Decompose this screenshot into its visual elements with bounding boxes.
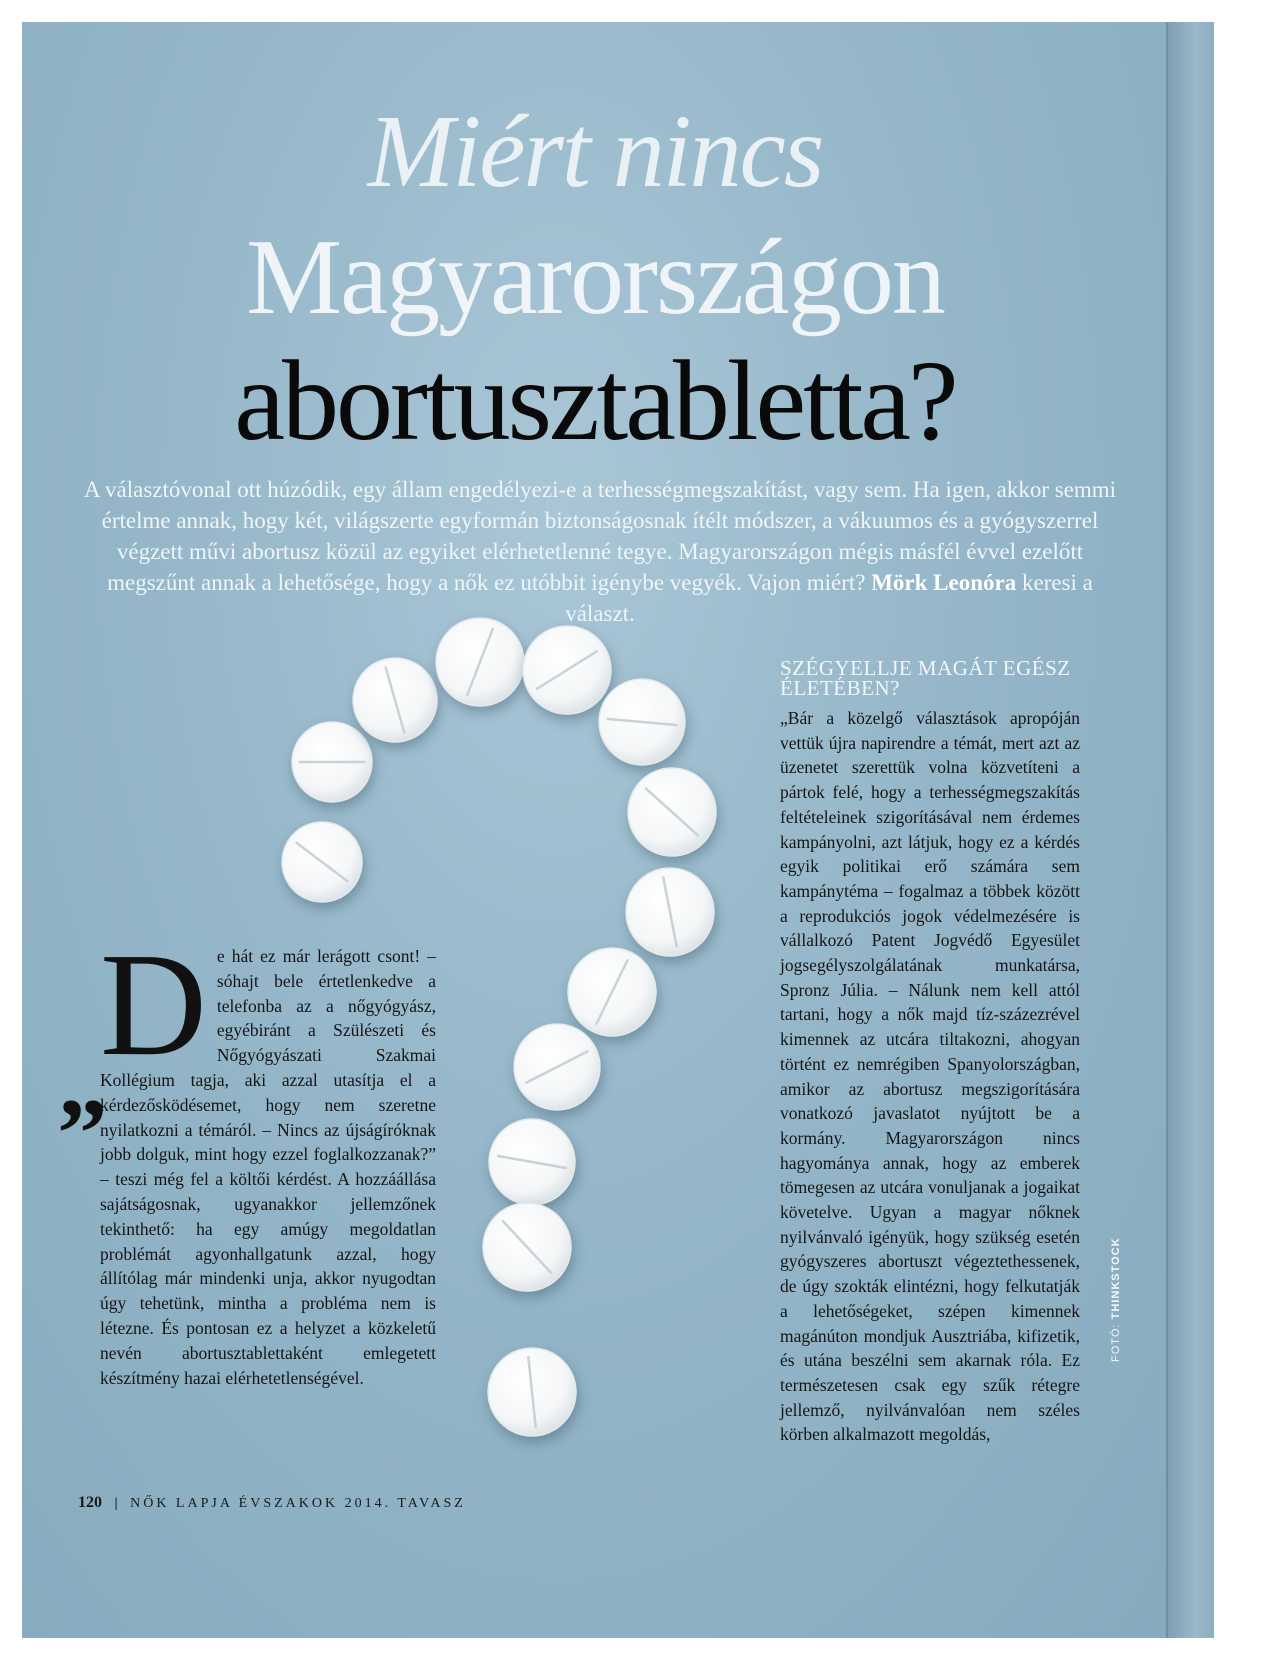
photo-credit-source: THINKSTOCK	[1110, 1237, 1122, 1320]
pill	[483, 1203, 571, 1291]
lead-text: A választóvonal ott húzódik, egy állam engedélyezi-e a terhességmegszakítást, vagy sem. Ha igen, akkor semmi értelme annak, hogy két, világszerte egyformán biztonságosnak ítélt módszer, a vákuumos és a gyógyszerrel végzett művi abortusz közül az egyiket elérhetetlenné tegye. Magyarországon mégis másfél évvel ezelőtt megszűnt annak a lehetősége, hogy a nők ez utóbbit igénybe vegyék. Vajon miért?	[83, 477, 1117, 595]
pill	[282, 822, 362, 902]
magazine-page	[22, 22, 1214, 1638]
pill	[488, 1348, 576, 1436]
lead-author-suffix: keresi a választ.	[565, 570, 1093, 626]
title-line-3: abortusztabletta?	[234, 337, 956, 464]
title-line-1: Miért nincs	[367, 94, 823, 209]
drop-cap: D	[100, 923, 207, 1087]
pill	[436, 618, 524, 706]
pill	[353, 658, 437, 742]
pill	[568, 948, 656, 1036]
pill	[628, 768, 716, 856]
quote-mark: „	[58, 1026, 108, 1137]
pill	[599, 679, 685, 765]
right-column	[780, 658, 1080, 1447]
pill	[626, 868, 714, 956]
pill	[514, 1024, 600, 1110]
pill	[523, 626, 611, 714]
lead-author: Mörk Leonóra	[871, 570, 1017, 595]
pill	[292, 722, 372, 802]
title-line-2: Magyarországon	[246, 218, 944, 337]
left-column-text: e hát ez már lerágott csont! – sóhajt bele értetlenkedve a telefonba az a nőgyógyász, egyébiránt a Szülészeti és Nőgyógyászati Szakmai Kollégium tagja, aki azzal utasítja el a kérdezősködésemet, hogy nem szeretne nyilatkozni a témáról. – Nincs az újságíróknak jobb dolguk, mint hogy ezzel foglalkozzanak?” – teszi még fel a költői kérdést. A hozzáállása sajátságosnak, ugyanakkor jellemzőnek tekinthető: ha egy amúgy megoldatlan problémát agyonhallgatunk azzal, hogy állítólag már mindenki unja, akkor nyugodtan úgy tehetünk, mintha a probléma nem is létezne. És pontosan ez a helyzet a közkeletű nevén abortusztablettaként emlegetett készítmény hazai elérhetetlenségével.	[100, 946, 436, 1388]
photo-credit	[1110, 1237, 1122, 1362]
page-gutter	[1166, 22, 1214, 1638]
page-footer	[78, 1494, 466, 1512]
pill	[489, 1119, 575, 1205]
photo-credit-label: FOTÓ:	[1110, 1323, 1122, 1362]
section-subhead: SZÉGYELLJE MAGÁT EGÉSZ ÉLETÉBEN?	[780, 656, 1071, 700]
right-column-text: „Bár a közelgő választások apropóján vettük újra napirendre a témát, mert azt az üzenetet szerettük volna közvetíteni a pártok felé, hogy a terhességmegszakítás feltételeinek szigorításával nem érdemes kampányolni, azt látjuk, hogy ez a kérdés egyik politikai erő számára sem kampánytéma – fogalmaz a többek között a reprodukciós jogok védelmezésére is vállalkozó Patent Jogvédő Egyesület jogsegélyszolgálatának munkatársa, Spronz Júlia. – Nálunk nem kell attól tartani, hogy a nők majd tíz-százezrével kimennek az utcára tiltakozni, ahogyan történt ez nemrégiben Spanyolországban, amikor az abortusz megszigorítására vonatkozó javaslatot nyújtott be a kormány. Magyarországon nincs hagyománya annak, hogy az emberek tömegesen az utcára vonuljanak a jogaikat követelve. Ugyan a magyar nőknek nyilvánvaló igényük, hogy szükség esetén gyógyszeres abortuszt végeztethessenek, de úgy szokták elintézni, hogy felkutatják a lehetőségeket, szépen kimennek magánúton mondjuk Ausztriába, kifizetik, és utána beszélni sem akarnak róla. Ez természetesen csak egy szűk rétegre jellemző, nyilvánvalóan nem széles körben alkalmazott megoldás,	[780, 708, 1080, 1445]
left-column	[100, 923, 436, 1390]
page-number: 120	[78, 1494, 102, 1511]
footer-separator: |	[114, 1496, 118, 1511]
publication-name: NŐK LAPJA ÉVSZAKOK 2014. TAVASZ	[130, 1496, 466, 1511]
